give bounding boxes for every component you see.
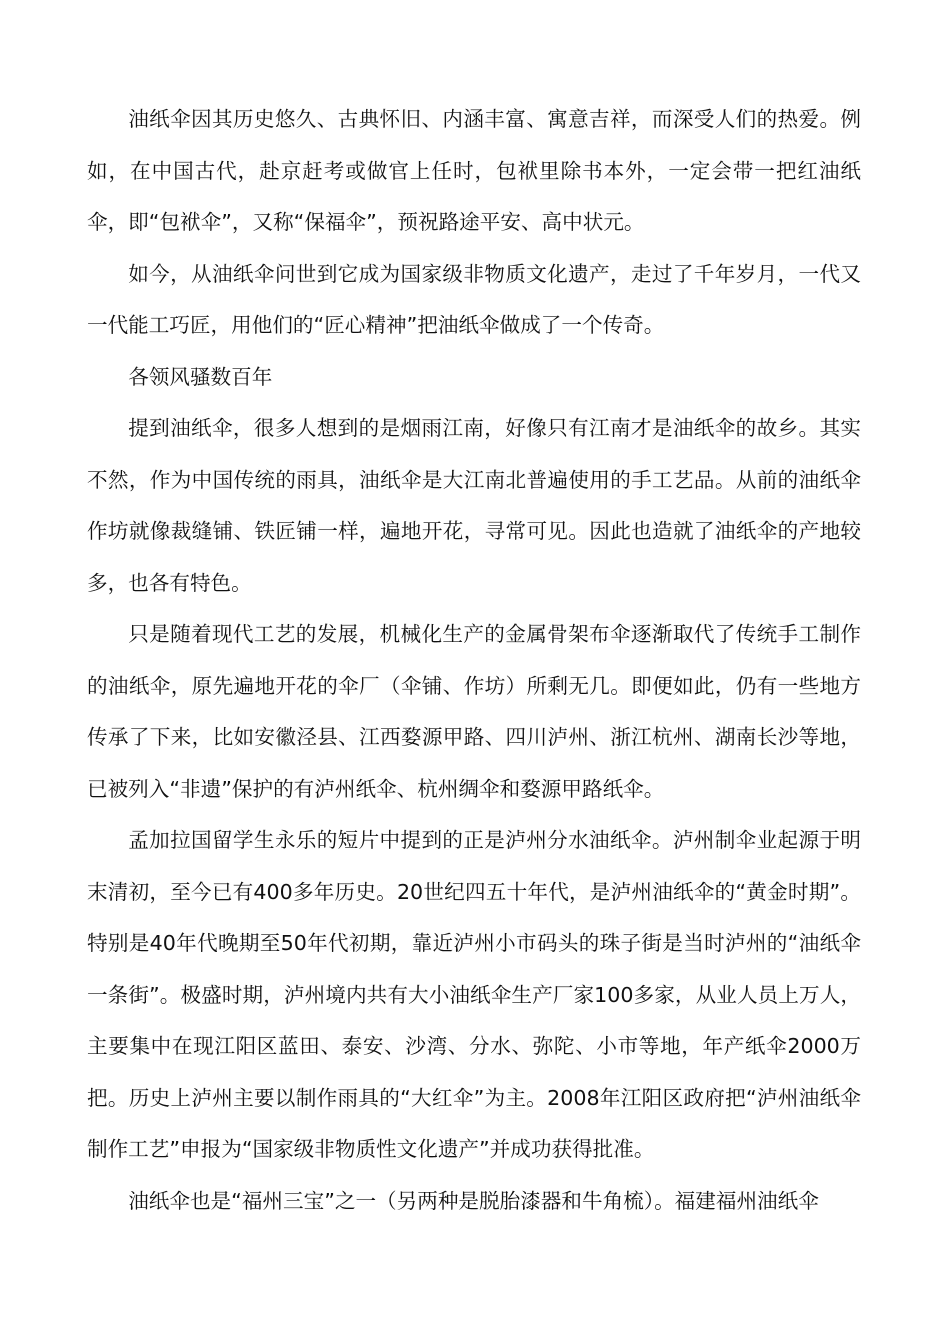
paragraph-origins: 提到油纸伞，很多人想到的是烟雨江南，好像只有江南才是油纸伞的故乡。其实不然，作为中国传统的雨具，油纸伞是大江南北普遍使用的手工艺品。从前的油纸伞作坊就像裁缝铺、铁匠铺一样，遍地开花，寻常可见。因此也造就了油纸伞的产地较多，也各有特色。 (87, 416, 861, 595)
paragraph-symbolism: 油纸伞因其历史悠久、古典怀旧、内涵丰富、寓意吉祥，而深受人们的热爱。例如，在中国古代，赴京赶考或做官上任时，包袱里除书本外，一定会带一把红油纸伞，即“包袱伞”，又称“保福伞”，预祝路途平安、高中状元。 (87, 107, 861, 234)
paragraph-decline: 只是随着现代工艺的发展，机械化生产的金属骨架布伞逐渐取代了传统手工制作的油纸伞，原先遍地开花的伞厂（伞铺、作坊）所剩无几。即便如此，仍有一些地方传承了下来，比如安徽泾县、江西婺源甲路、四川泸州、浙江杭州、湖南长沙等地，已被列入“非遗”保护的有泸州纸伞、杭州绸伞和婺源甲路纸伞。 (87, 622, 861, 801)
paragraph-luzhou: 孟加拉国留学生永乐的短片中提到的正是泸州分水油纸伞。泸州制伞业起源于明末清初，至今已有400多年历史。20世纪四五十年代，是泸州油纸伞的“黄金时期”。特别是40年代晚期至50年代初期，靠近泸州小市码头的珠子街是当时泸州的“油纸伞一条街”。极盛时期，泸州境内共有大小油纸伞生产厂家100多家，从业人员上万人，主要集中在现江阳区蓝田、泰安、沙湾、分水、弥陀、小市等地，年产纸伞2000万把。历史上泸州主要以制作雨具的“大红伞”为主。2008年江阳区政府把“泸州油纸伞制作工艺”申报为“国家级非物质性文化遗产”并成功获得批准。 (87, 828, 861, 1161)
paragraph-intangible-heritage: 如今，从油纸伞问世到它成为国家级非物质文化遗产，走过了千年岁月，一代又一代能工巧匠，用他们的“匠心精神”把油纸伞做成了一个传奇。 (87, 261, 861, 337)
section-heading: 各领风骚数百年 (128, 364, 273, 389)
document-body (87, 94, 861, 1227)
paragraph-fuzhou: 油纸伞也是“福州三宝”之一（另两种是脱胎漆器和牛角梳）。福建福州油纸伞 (128, 1188, 819, 1213)
